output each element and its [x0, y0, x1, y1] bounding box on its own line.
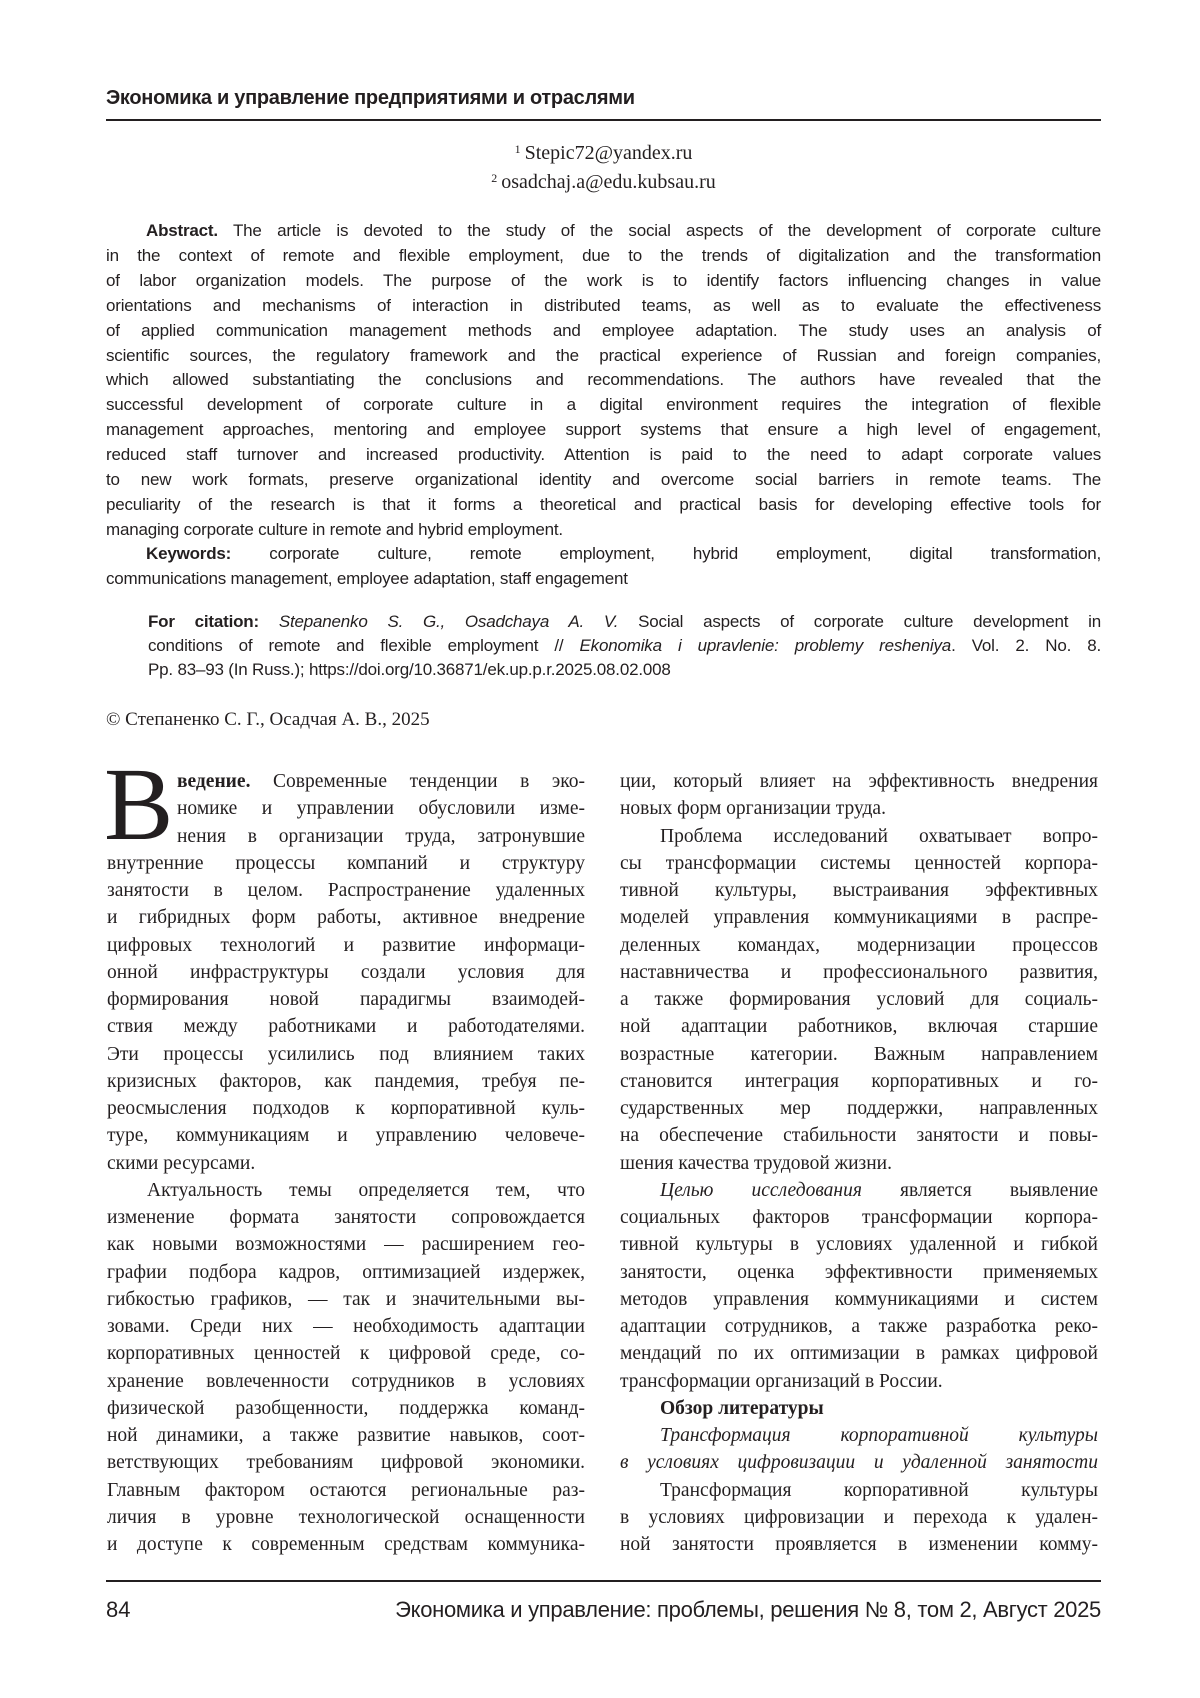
line-text: корпоративных ценностей к цифровой среде, со- — [107, 1343, 585, 1364]
footnote-marker: 1 — [515, 142, 521, 156]
abstract-text: The article is devoted to the study of the social aspects of the development of corporate culture — [218, 221, 1101, 240]
line-text: цифровых технологий и развитие информаци- — [107, 935, 585, 956]
italic-text: Трансформация корпоративной культуры — [660, 1425, 1098, 1446]
body-line — [107, 1259, 585, 1286]
body-line — [107, 1231, 585, 1258]
body-line — [620, 1368, 1098, 1395]
line-text: шения качества трудовой жизни. — [620, 1153, 892, 1174]
line-text: внутренние процессы компаний и структуру — [107, 853, 585, 874]
line-text: ствия между работниками и работодателями. — [107, 1016, 585, 1037]
email-line — [106, 137, 1101, 166]
line-text: ной динамики, а также развитие навыков, соот- — [107, 1425, 585, 1446]
keywords-line — [106, 567, 1101, 592]
body-line — [620, 904, 1098, 931]
body-line — [107, 959, 585, 986]
line-text: социальных факторов трансформации корпора- — [620, 1207, 1098, 1228]
body-line — [620, 1150, 1098, 1177]
line-text: сы трансформации системы ценностей корпора- — [620, 853, 1098, 874]
line-text: в условиях цифровизации и перехода к удален- — [620, 1507, 1098, 1528]
body-line — [107, 1068, 585, 1095]
abstract-text: successful development of corporate culture in a digital environment requires the integration of flexible — [106, 395, 1101, 414]
body-line — [107, 1122, 585, 1149]
line-text: Главным фактором остаются региональные раз- — [107, 1480, 585, 1501]
page-number: 84 — [106, 1596, 130, 1624]
right-column — [620, 768, 1098, 1558]
line-text: изменение формата занятости сопровождается — [107, 1207, 585, 1228]
body-line — [107, 1286, 585, 1313]
abstract-text: of applied communication management methods and employee adaptation. The study uses an analysis of — [106, 321, 1101, 340]
header-rule — [106, 119, 1101, 121]
body-line — [107, 986, 585, 1013]
line-text: методов управления коммуникациями и систем — [620, 1289, 1098, 1310]
left-column — [107, 768, 585, 1558]
body-line — [107, 1368, 585, 1395]
line-text: тивной культуры в условиях удаленной и гибкой — [620, 1234, 1098, 1255]
citation-title: conditions of remote and flexible employment // — [148, 636, 580, 655]
body-line — [620, 1313, 1098, 1340]
citation-journal: Ekonomika i upravlenie: problemy resheniya — [580, 636, 952, 655]
abstract-text: management approaches, mentoring and employee support systems that ensure a high level of engagement, — [106, 420, 1101, 439]
abstract-label: Abstract. — [146, 221, 218, 240]
body-line — [107, 850, 585, 877]
body-line — [620, 959, 1098, 986]
line-text: деленных командах, модернизации процессов — [620, 935, 1098, 956]
abstract-line — [106, 418, 1101, 443]
body-line — [107, 1449, 585, 1476]
abstract-line — [106, 468, 1101, 493]
abstract-text: of labor organization models. The purpose of the work is to identify factors influencing changes in value — [106, 271, 1101, 290]
abstract — [106, 219, 1101, 543]
body-line — [620, 1068, 1098, 1095]
body-line — [107, 823, 585, 850]
keywords-label: Keywords: — [146, 544, 231, 563]
body-line — [107, 877, 585, 904]
line-text: а также формирования условий для социаль- — [620, 989, 1098, 1010]
line-text: личия в уровне технологической оснащенности — [107, 1507, 585, 1528]
citation — [148, 610, 1101, 682]
line-text: реосмысления подходов к корпоративной куль- — [107, 1098, 585, 1119]
body-line — [620, 1122, 1098, 1149]
citation-label: For citation: — [148, 612, 259, 631]
line-text: ной адаптации работников, включая старшие — [620, 1016, 1098, 1037]
footnote-marker: 2 — [491, 171, 497, 185]
line-text: моделей управления коммуникациями в распре- — [620, 907, 1098, 928]
body-line — [107, 1531, 585, 1558]
line-text: возрастные категории. Важным направлением — [620, 1044, 1098, 1065]
line-text: тивной культуры, выстраивания эффективных — [620, 880, 1098, 901]
body-line — [620, 1395, 1098, 1422]
line-text: кризисных факторов, как пандемия, требуя пе- — [107, 1071, 585, 1092]
abstract-line — [106, 269, 1101, 294]
line-text: становится интеграция корпоративных и го- — [620, 1071, 1098, 1092]
body-line — [620, 1340, 1098, 1367]
line-text: Актуальность темы определяется тем, что — [147, 1180, 585, 1201]
body-line — [107, 1477, 585, 1504]
author-emails — [106, 137, 1101, 195]
body-line — [107, 795, 585, 822]
keywords-text: corporate culture, remote employment, hybrid employment, digital transformation, — [231, 544, 1101, 563]
line-text: гибкостью графиков, — так и значительными вы- — [107, 1289, 585, 1310]
body-line — [620, 1422, 1098, 1449]
body-line — [620, 1259, 1098, 1286]
abstract-text: reduced staff turnover and increased productivity. Attention is paid to the need to adapt corporate values — [106, 445, 1101, 464]
body-line — [620, 1477, 1098, 1504]
body-line — [107, 1504, 585, 1531]
line-text: является выявление — [862, 1180, 1098, 1201]
bold-text: ведение. — [177, 771, 250, 792]
bold-text: Обзор литературы — [660, 1398, 824, 1419]
body-line — [620, 1204, 1098, 1231]
abstract-line — [106, 294, 1101, 319]
body-line — [107, 904, 585, 931]
body-line — [620, 986, 1098, 1013]
abstract-text: which allowed substantiating the conclusions and recommendations. The authors have revealed that the — [106, 370, 1101, 389]
line-text: хранение вовлеченности сотрудников в условиях — [107, 1371, 585, 1392]
line-text: номике и управлении обусловили изме- — [177, 798, 585, 819]
body-line — [620, 1177, 1098, 1204]
footer-rule — [106, 1580, 1101, 1582]
body-line — [620, 795, 1098, 822]
footer-journal: Экономика и управление: проблемы, решения № 8, том 2, Август 2025 — [395, 1596, 1101, 1624]
abstract-line — [106, 344, 1101, 369]
body-line — [620, 823, 1098, 850]
abstract-text: peculiarity of the research is that it forms a theoretical and practical basis for developing effective tools for — [106, 495, 1101, 514]
line-text: ной занятости проявляется в изменении комму- — [620, 1534, 1098, 1555]
line-text: мендаций по их оптимизации в рамках цифровой — [620, 1343, 1098, 1364]
body-line — [620, 877, 1098, 904]
abstract-text: managing corporate culture in remote and hybrid employment. — [106, 520, 563, 539]
line-text: наставничества и профессионального развития, — [620, 962, 1098, 983]
body-line — [107, 1177, 585, 1204]
line-text: занятости в целом. Распространение удаленных — [107, 880, 585, 901]
email-line — [106, 166, 1101, 195]
line-text: Проблема исследований охватывает вопро- — [660, 826, 1098, 847]
abstract-line — [106, 493, 1101, 518]
line-text: зовами. Среди них — необходимость адаптации — [107, 1316, 585, 1337]
body-line — [107, 1013, 585, 1040]
body-line — [107, 1395, 585, 1422]
line-text: туре, коммуникациям и управлению человече- — [107, 1125, 585, 1146]
body-line — [107, 1340, 585, 1367]
citation-title: Social aspects of corporate culture development in — [618, 612, 1101, 631]
abstract-line — [106, 368, 1101, 393]
keywords-text: communications management, employee adaptation, staff engagement — [106, 569, 628, 588]
line-text: Эти процессы усилились под влиянием таких — [107, 1044, 585, 1065]
body-line — [107, 1150, 585, 1177]
line-text: Трансформация корпоративной культуры — [660, 1480, 1098, 1501]
body-line — [107, 1204, 585, 1231]
line-text: ции, который влияет на эффективность внедрения — [620, 771, 1098, 792]
abstract-line — [106, 244, 1101, 269]
email-link[interactable]: osadchaj.a@edu.kubsau.ru — [501, 171, 715, 193]
line-text: адаптации сотрудников, а также разработка реко- — [620, 1316, 1098, 1337]
abstract-text: to new work formats, preserve organizational identity and overcome social barriers in remote teams. The — [106, 470, 1101, 489]
line-text: онной инфраструктуры создали условия для — [107, 962, 585, 983]
line-text: новых форм организации труда. — [620, 798, 886, 819]
abstract-text: orientations and mechanisms of interaction in distributed teams, as well as to evaluate the effectiveness — [106, 296, 1101, 315]
body-line — [620, 1095, 1098, 1122]
line-text: и доступе к современным средствам коммуника- — [107, 1534, 585, 1555]
body-line — [620, 1041, 1098, 1068]
email-link[interactable]: Stepic72@yandex.ru — [525, 142, 693, 164]
body-line — [620, 768, 1098, 795]
citation-line — [148, 610, 1101, 634]
body-line — [107, 1313, 585, 1340]
citation-volume: . Vol. 2. No. 8. — [951, 636, 1101, 655]
abstract-line — [106, 518, 1101, 543]
citation-doi[interactable]: Pp. 83–93 (In Russ.); https://doi.org/10.36871/ek.up.p.r.2025.08.02.008 — [148, 658, 1101, 682]
body-line — [620, 1286, 1098, 1313]
citation-authors: Stepanenko S. G., Osadchaya A. V. — [259, 612, 618, 631]
abstract-line — [106, 443, 1101, 468]
abstract-line — [106, 393, 1101, 418]
body-line — [107, 768, 585, 795]
line-text: Современные тенденции в эко- — [250, 771, 585, 792]
line-text: физической разобщенности, поддержка команд- — [107, 1398, 585, 1419]
copyright: © Степаненко С. Г., Осадчая А. В., 2025 — [106, 708, 430, 732]
body-line — [620, 1231, 1098, 1258]
line-text: как новыми возможностями — расширением гео- — [107, 1234, 585, 1255]
citation-line — [148, 634, 1101, 658]
abstract-text: in the context of remote and flexible employment, due to the trends of digitalization and the transformation — [106, 246, 1101, 265]
italic-text: в условиях цифровизации и удаленной занятости — [620, 1452, 1098, 1473]
line-text: и гибридных форм работы, активное внедрение — [107, 907, 585, 928]
line-text: трансформации организаций в России. — [620, 1371, 943, 1392]
body-line — [107, 932, 585, 959]
abstract-line — [106, 219, 1101, 244]
drop-cap: В — [104, 760, 173, 850]
line-text: скими ресурсами. — [107, 1153, 255, 1174]
line-text: сударственных мер поддержки, направленных — [620, 1098, 1098, 1119]
body-line — [620, 1449, 1098, 1476]
line-text: на обеспечение стабильности занятости и повы- — [620, 1125, 1098, 1146]
keywords-line — [106, 542, 1101, 567]
line-text: нения в организации труда, затронувшие — [177, 826, 585, 847]
body-line — [107, 1041, 585, 1068]
body-line — [107, 1422, 585, 1449]
body-line — [620, 1504, 1098, 1531]
abstract-line — [106, 319, 1101, 344]
keywords — [106, 542, 1101, 592]
body-line — [620, 1531, 1098, 1558]
body-line — [620, 1013, 1098, 1040]
line-text: занятости, оценка эффективности применяемых — [620, 1262, 1098, 1283]
line-text: ветствующих требованиям цифровой экономики. — [107, 1452, 585, 1473]
body-line — [620, 932, 1098, 959]
body-line — [107, 1095, 585, 1122]
line-text: формирования новой парадигмы взаимодей- — [107, 989, 585, 1010]
italic-text: Целью исследования — [660, 1180, 862, 1201]
body-line — [620, 850, 1098, 877]
running-head: Экономика и управление предприятиями и отраслями — [106, 86, 635, 110]
abstract-text: scientific sources, the regulatory framework and the practical experience of Russian and foreign companies, — [106, 346, 1101, 365]
line-text: графии подбора кадров, оптимизацией издержек, — [107, 1262, 585, 1283]
